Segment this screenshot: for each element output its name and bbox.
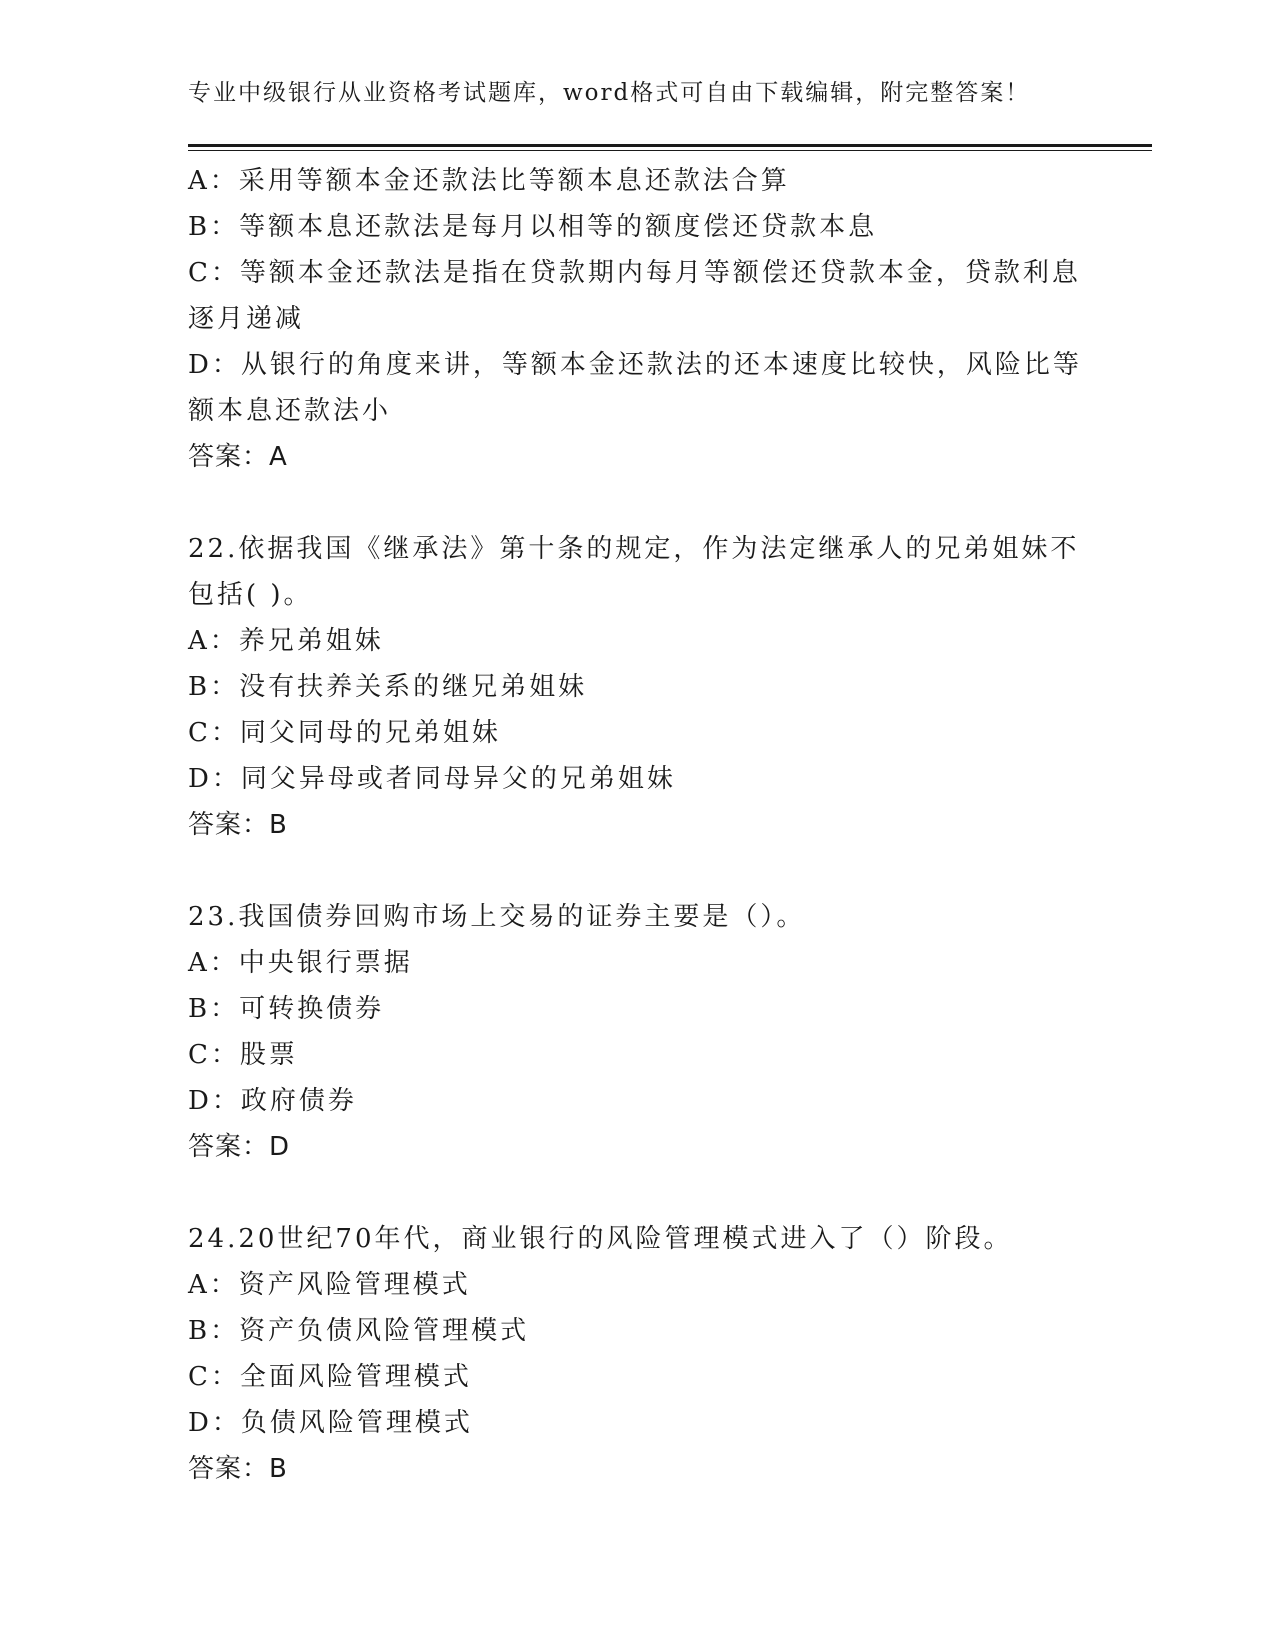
question-line: 包括( )。 xyxy=(188,580,313,610)
question-line: D：政府债券 xyxy=(188,1086,357,1116)
question-line: A：养兄弟姐妹 xyxy=(188,626,384,656)
question-line: 23.我国债券回购市场上交易的证券主要是（）。 xyxy=(188,902,806,932)
block-spacer xyxy=(188,1170,1088,1216)
question-line: D：负债风险管理模式 xyxy=(188,1408,473,1438)
question-block xyxy=(188,1216,1088,1492)
question-line: B：没有扶养关系的继兄弟姐妹 xyxy=(188,672,588,702)
question-line: A：中央银行票据 xyxy=(188,948,413,978)
question-line: B：等额本息还款法是每月以相等的额度偿还贷款本息 xyxy=(188,212,878,242)
question-line: A：资产风险管理模式 xyxy=(188,1270,471,1300)
answer-line: 答案：B xyxy=(188,1454,288,1484)
answer-line: 答案：A xyxy=(188,442,288,472)
question-line: B：资产负债风险管理模式 xyxy=(188,1316,530,1346)
question-line: 24.20世纪70年代，商业银行的风险管理模式进入了（）阶段。 xyxy=(188,1224,1013,1254)
question-block xyxy=(188,894,1088,1170)
block-spacer xyxy=(188,848,1088,894)
question-line: 22.依据我国《继承法》第十条的规定，作为法定继承人的兄弟姐妹不 xyxy=(188,534,1080,564)
question-line: A：采用等额本金还款法比等额本息还款法合算 xyxy=(188,166,790,196)
question-line: C：等额本金还款法是指在贷款期内每月等额偿还贷款本金，贷款利息 xyxy=(188,258,1081,288)
question-line: D：同父异母或者同母异父的兄弟姐妹 xyxy=(188,764,676,794)
question-line: 逐月递减 xyxy=(188,304,305,334)
header-rule-thick xyxy=(188,144,1152,147)
question-block xyxy=(188,526,1088,848)
question-line: C：同父同母的兄弟姐妹 xyxy=(188,718,501,748)
question-content xyxy=(188,158,1088,1492)
question-line: C：股票 xyxy=(188,1040,298,1070)
header-rule-thin xyxy=(188,150,1152,151)
question-block xyxy=(188,158,1088,480)
question-line: D：从银行的角度来讲，等额本金还款法的还本速度比较快，风险比等 xyxy=(188,350,1082,380)
question-line: 额本息还款法小 xyxy=(188,396,392,426)
block-spacer xyxy=(188,480,1088,526)
answer-line: 答案：D xyxy=(188,1132,291,1162)
question-line: C：全面风险管理模式 xyxy=(188,1362,472,1392)
answer-line: 答案：B xyxy=(188,810,288,840)
question-line: B：可转换债券 xyxy=(188,994,385,1024)
page-header: 专业中级银行从业资格考试题库，word格式可自由下载编辑，附完整答案！ xyxy=(188,80,1031,106)
